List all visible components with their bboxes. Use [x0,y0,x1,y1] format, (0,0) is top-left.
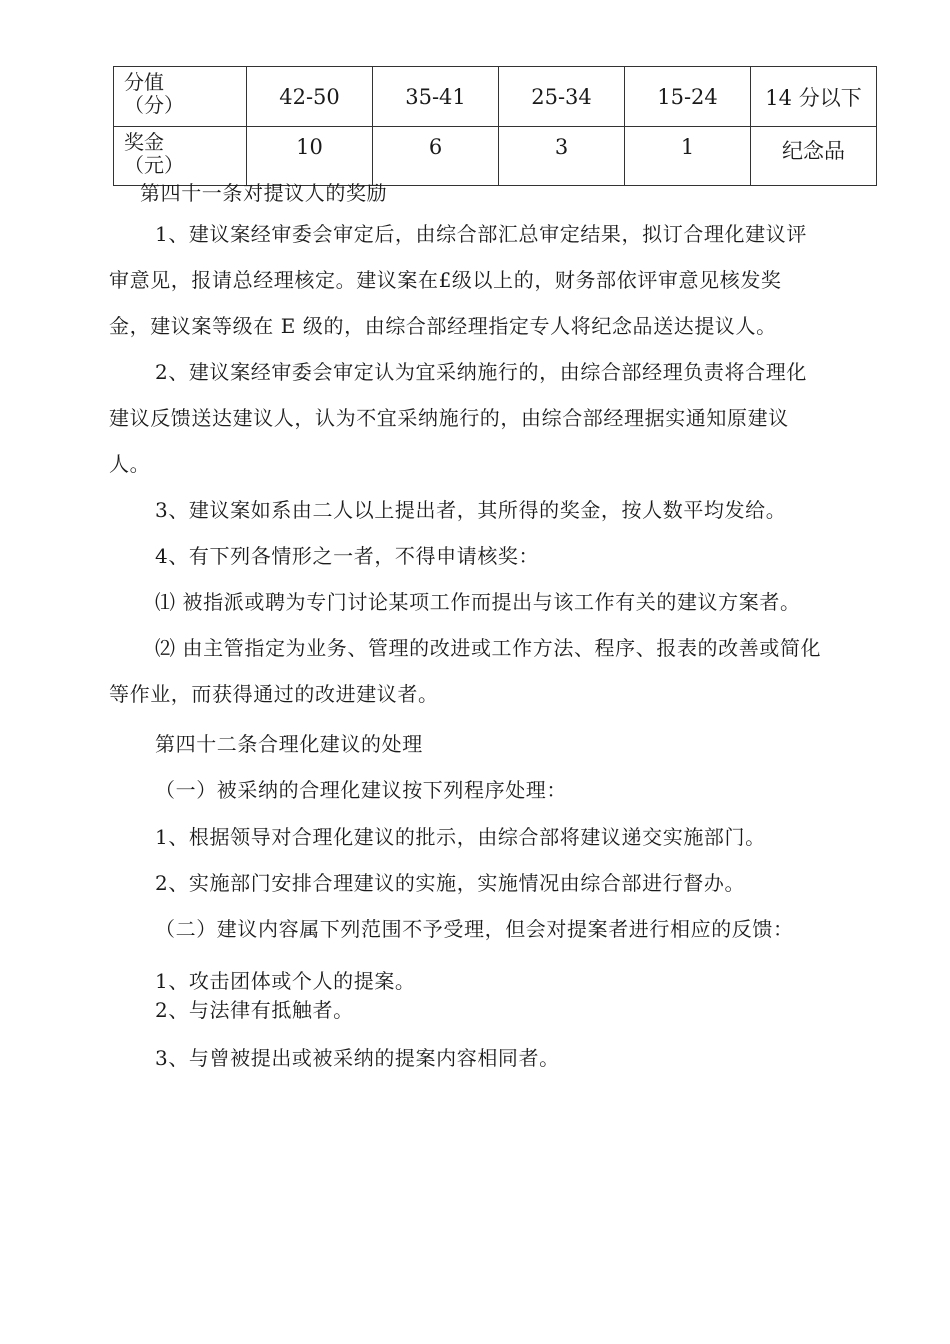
bonus-cell: 6 [373,127,499,186]
bonus-header-line1: 奖金 [124,130,164,154]
article-41-paragraph-2-line-3: 人。 [109,452,151,476]
bonus-cell: 1 [625,127,751,186]
article-41-paragraph-2-line-2: 建议反馈送达建议人，认为不宜采纳施行的，由综合部经理据实通知原建议 [109,406,789,430]
award-table [113,66,877,186]
score-header-line1: 分值 [124,70,164,94]
bonus-header-line2: （元） [124,153,184,177]
article-42-title: 第四十二条合理化建议的处理 [155,732,423,756]
bonus-cell: 10 [247,127,373,186]
article-42-section-1-item-2: 2、实施部门安排合理建议的实施，实施情况由综合部进行督办。 [155,871,746,895]
article-42-section-1: （一）被采纳的合理化建议按下列程序处理： [155,778,567,802]
score-header-line2: （分） [124,93,184,117]
article-41-paragraph-1-line-2: 审意见，报请总经理核定。建议案在£级以上的，财务部依评审意见核发奖 [109,268,782,292]
article-42-section-2-item-3: 3、与曾被提出或被采纳的提案内容相同者。 [155,1046,560,1070]
article-41-item-1: ⑴ 被指派或聘为专门讨论某项工作而提出与该工作有关的建议方案者。 [155,590,801,614]
score-cell: 15-24 [625,67,751,127]
article-41-paragraph-4: 4、有下列各情形之一者，不得申请核奖： [155,544,540,568]
article-41-paragraph-3: 3、建议案如系由二人以上提出者，其所得的奖金，按人数平均发给。 [155,498,787,522]
bonus-cell: 纪念品 [751,127,877,186]
article-42-section-2: （二）建议内容属下列范围不予受理，但会对提案者进行相应的反馈： [155,917,794,941]
article-41-item-2-line-1: ⑵ 由主管指定为业务、管理的改进或工作方法、程序、报表的改善或简化 [155,636,822,660]
article-41-item-2-line-2: 等作业，而获得通过的改进建议者。 [109,682,439,706]
article-41-paragraph-1-line-1: 1、建议案经审委会审定后，由综合部汇总审定结果，拟订合理化建议评 [155,222,807,246]
score-cell: 25-34 [499,67,625,127]
score-header-cell [114,67,247,127]
article-42-section-2-item-2: 2、与法律有抵触者。 [155,998,354,1022]
article-41-paragraph-1-line-3: 金，建议案等级在 E 级的，由综合部经理指定专人将纪念品送达提议人。 [109,314,777,338]
score-cell: 42-50 [247,67,373,127]
article-42-section-2-item-1: 1、攻击团体或个人的提案。 [155,969,416,993]
article-41-paragraph-2-line-1: 2、建议案经审委会审定认为宜采纳施行的，由综合部经理负责将合理化 [155,360,807,384]
score-cell: 14 分以下 [751,67,877,127]
table-row-score [114,67,877,127]
bonus-cell: 3 [499,127,625,186]
score-cell: 35-41 [373,67,499,127]
article-41-title: 第四十一条对提议人的奖励 [140,181,388,205]
article-42-section-1-item-1: 1、根据领导对合理化建议的批示，由综合部将建议递交实施部门。 [155,825,766,849]
